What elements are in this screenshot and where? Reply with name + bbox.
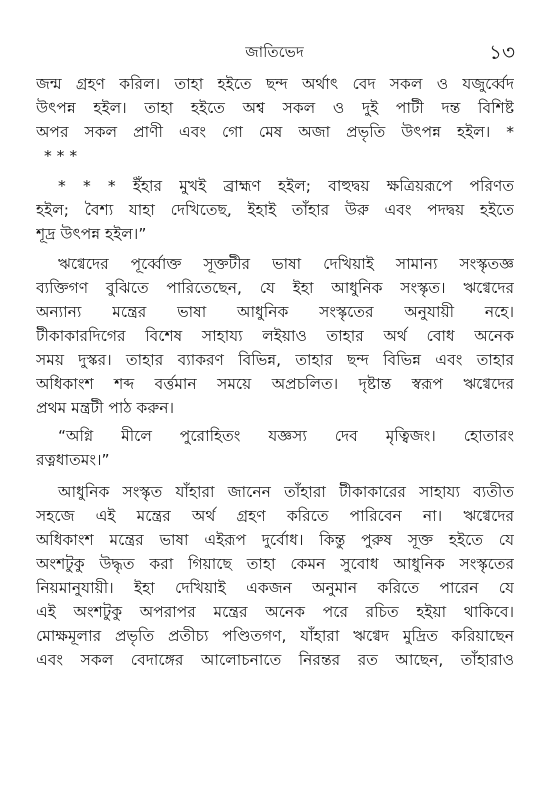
text-line: হইল; বৈশ্য যাহা দেখিতেছ, ইহাই তাঁহার উরু এবং পদদ্বয় হইতে bbox=[36, 201, 514, 219]
text-line: ব্যক্তিগণ বুঝিতে পারিতেছেন, যে ইহা আধুনিক সংস্কৃত। ঋগ্বেদের bbox=[36, 279, 514, 297]
body-text bbox=[36, 72, 514, 672]
text-line: সময় দুস্কর। তাহার ব্যাকরণ বিভিন্ন, তাহার ছন্দ বিভিন্ন এবং তাহার bbox=[36, 351, 514, 369]
text-line: * * * bbox=[44, 147, 78, 165]
running-head: জাতিভেদ bbox=[245, 43, 304, 61]
text-line: নিয়মানুযায়ী। ইহা দেখিয়াই একজন অনুমান করিতে পারেন যে bbox=[36, 579, 514, 597]
quote-line: “অগ্নি মীলে পুরোহিতং যজ্ঞস্য দেব মৃত্বিজং। হোতারং bbox=[58, 427, 514, 445]
text-line: * * * ইঁহার মুখই ব্রাহ্মণ হইল; বাহুদ্বয় ক্ষত্রিয়রূপে পরিণত bbox=[58, 177, 514, 195]
text-line: উৎপন্ন হইল। তাহা হইতে অশ্ব সকল ও দুই পাটী দন্ত বিশিষ্ট bbox=[36, 99, 514, 117]
text-line: সহজে এই মন্ত্রের অর্থ গ্রহণ করিতে পারিবেন না। ঋগ্বেদের bbox=[36, 507, 514, 525]
text-line: জন্ম গ্রহণ করিল। তাহা হইতে ছন্দ অর্থাৎ বেদ সকল ও যজুর্ব্বেদ bbox=[36, 75, 514, 93]
quote-line: রত্নধাতমং।” bbox=[36, 451, 110, 469]
text-line: ঋগ্বেদের পূর্ব্বোক্ত সূক্তটীর ভাষা দেখিয়াই সামান্য সংস্কৃতজ্ঞ bbox=[58, 255, 514, 273]
text-line: অপর সকল প্রাণী এবং গো মেষ অজা প্রভৃতি উৎপন্ন হইল। * bbox=[36, 123, 514, 141]
text-line: এবং সকল বেদাঙ্গের আলোচনাতে নিরন্তর রত আছেন, তাঁহারাও bbox=[36, 651, 514, 669]
text-line: প্রথম মন্ত্রটী পাঠ করুন। bbox=[36, 399, 175, 417]
page-number: ১৩ bbox=[489, 40, 515, 64]
text-line: অধিকাংশ মন্ত্রের ভাষা এইরূপ দুর্বোধ। কিন্তু পুরুষ সূক্ত হইতে যে bbox=[36, 531, 514, 549]
text-line: এই অংশটুকু অপরাপর মন্ত্রের অনেক পরে রচিত হইয়া থাকিবে। bbox=[36, 603, 514, 621]
text-line: মোক্ষমূলার প্রভৃতি প্রতীচ্য পণ্ডিতগণ, যাঁহারা ঋগ্বেদ মুদ্রিত করিয়াছেন bbox=[36, 627, 514, 645]
text-line: অধিকাংশ শব্দ বর্ত্তমান সময়ে অপ্রচলিত। দৃষ্টান্ত স্বরূপ ঋগ্বেদের bbox=[36, 375, 514, 393]
text-line: অন্যান্য মন্ত্রের ভাষা আধুনিক সংস্কৃতের অনুযায়ী নহে। bbox=[36, 303, 514, 321]
text-line: শূদ্র উৎপন্ন হইল।” bbox=[36, 225, 147, 243]
text-line: আধুনিক সংস্কৃত যাঁহারা জানেন তাঁহারা টীকাকারের সাহায্য ব্যতীত bbox=[58, 483, 514, 501]
text-line: টীকাকারদিগের বিশেষ সাহায্য লইয়াও তাহার অর্থ বোধ অনেক bbox=[36, 327, 514, 345]
text-line: অংশটুকু উদ্ধৃত করা গিয়াছে তাহা কেমন সুবোধ আধুনিক সংস্কৃতের bbox=[36, 555, 514, 573]
